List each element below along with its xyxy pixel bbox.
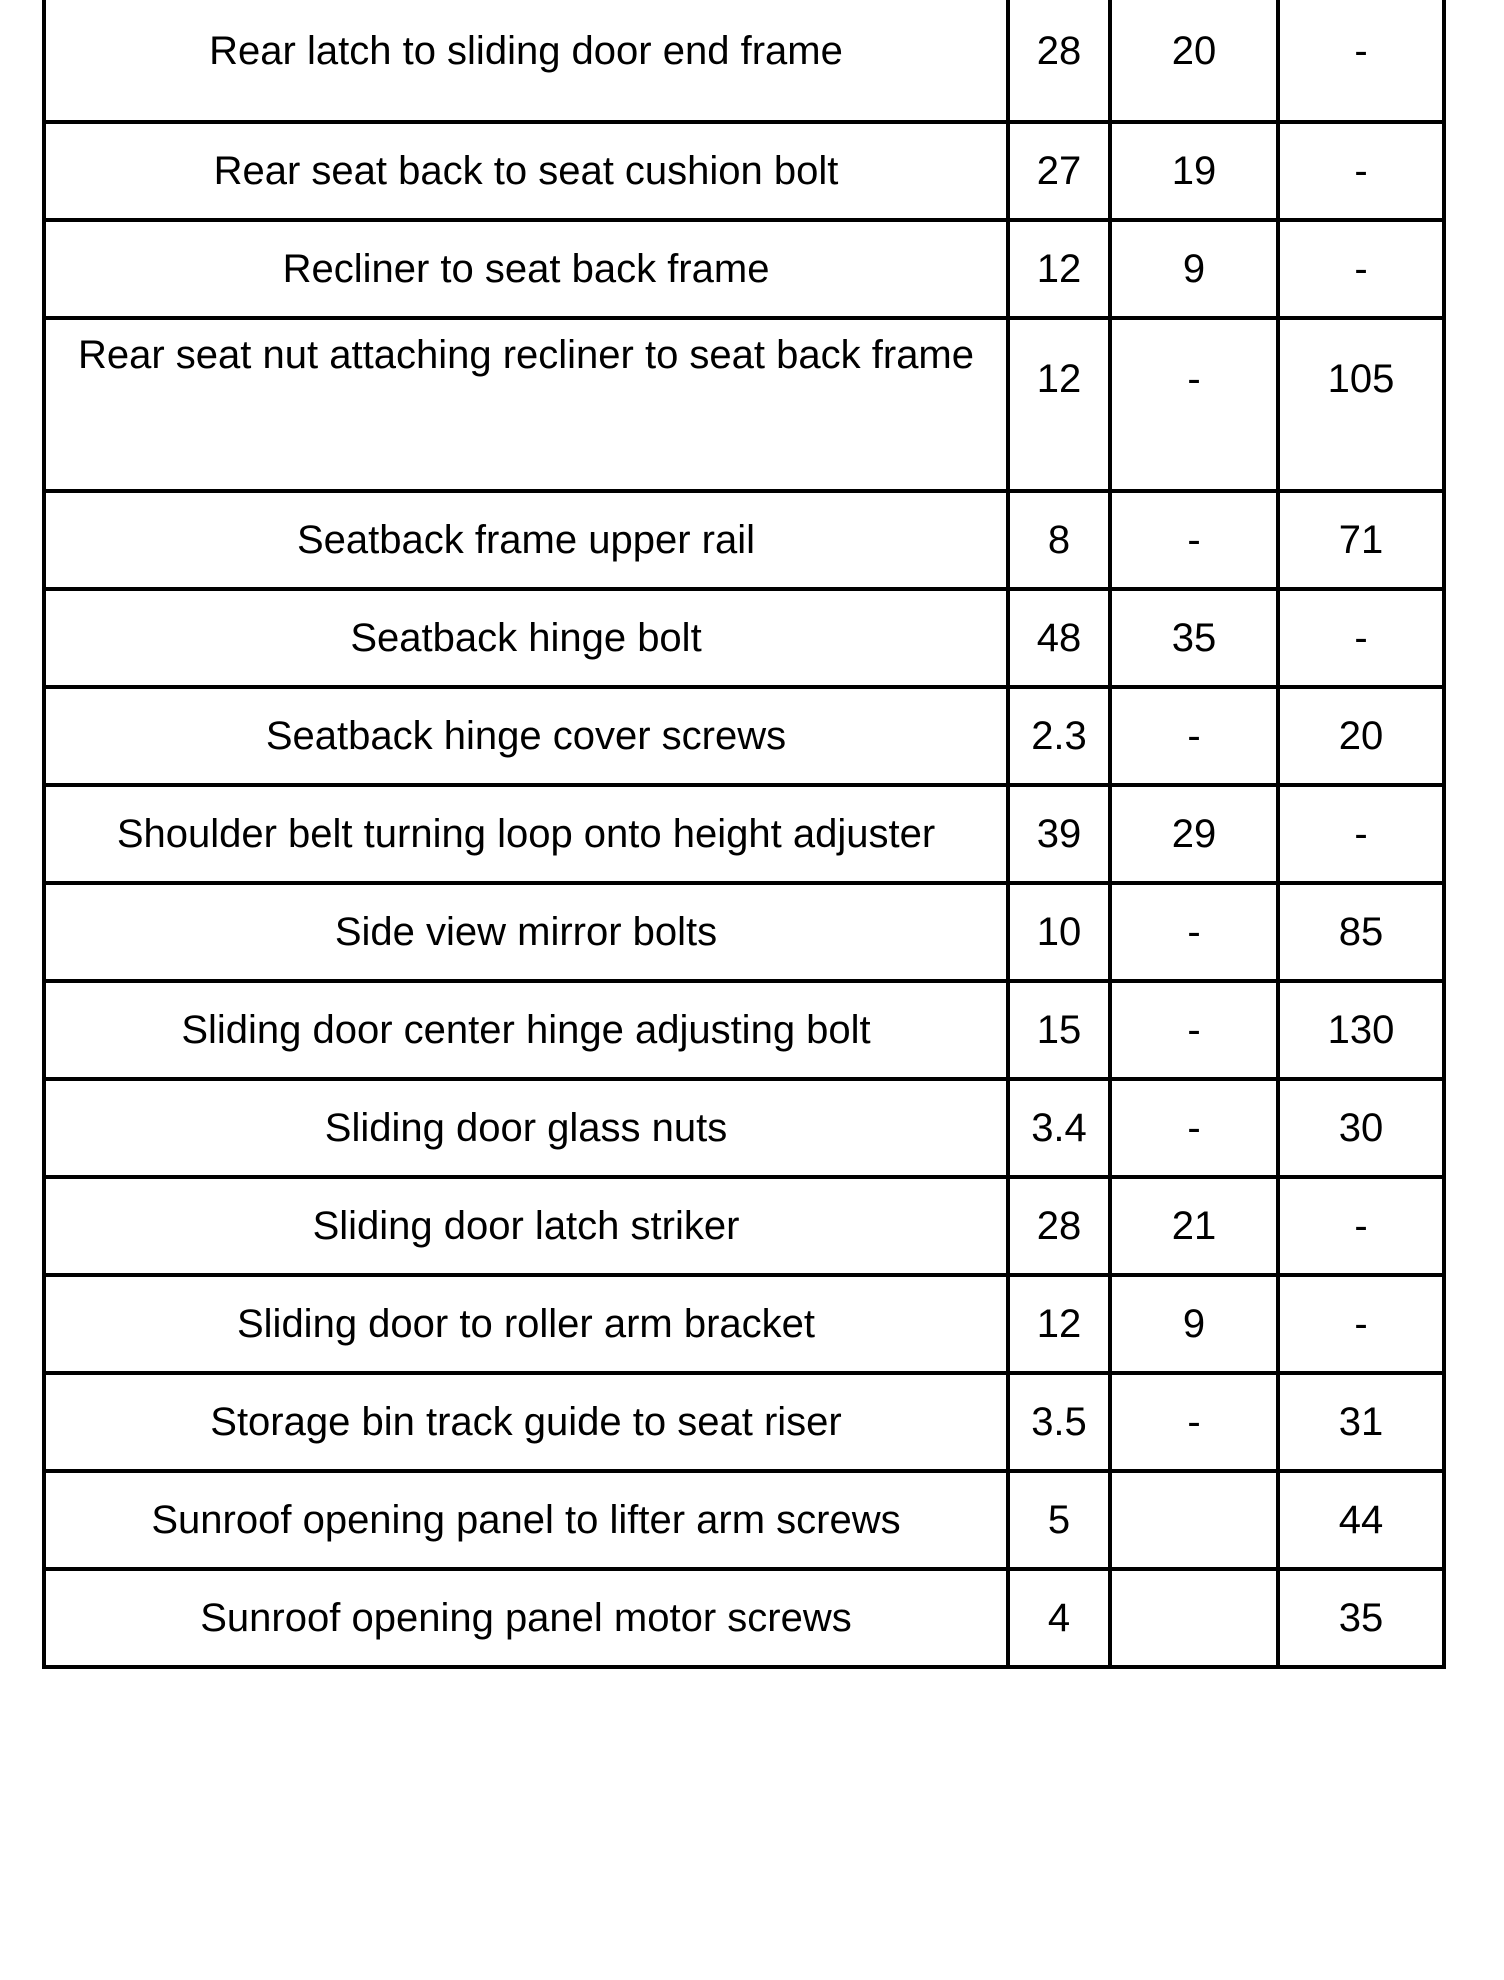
- torque-lb-ft: 35: [1110, 589, 1278, 687]
- fastener-description: Sliding door to roller arm bracket: [44, 1275, 1008, 1373]
- torque-lb-ft: -: [1110, 883, 1278, 981]
- torque-nm: 4: [1008, 1569, 1110, 1667]
- table-row: [44, 220, 1444, 318]
- torque-lb-ft: -: [1110, 981, 1278, 1079]
- fastener-description: Rear seat back to seat cushion bolt: [44, 122, 1008, 220]
- torque-lb-ft: 19: [1110, 122, 1278, 220]
- torque-lb-ft: -: [1110, 1079, 1278, 1177]
- torque-nm: 3.5: [1008, 1373, 1110, 1471]
- torque-lb-in: -: [1278, 1275, 1444, 1373]
- table-row: [44, 1569, 1444, 1667]
- table-row: [44, 1373, 1444, 1471]
- torque-nm: 28: [1008, 1177, 1110, 1275]
- table-row: [44, 687, 1444, 785]
- torque-nm: 12: [1008, 1275, 1110, 1373]
- table-row: [44, 318, 1444, 491]
- fastener-description: Recliner to seat back frame: [44, 220, 1008, 318]
- fastener-description: Sliding door glass nuts: [44, 1079, 1008, 1177]
- torque-lb-in: -: [1278, 220, 1444, 318]
- fastener-description: Sliding door center hinge adjusting bolt: [44, 981, 1008, 1079]
- torque-lb-ft: 29: [1110, 785, 1278, 883]
- torque-lb-ft: [1110, 1569, 1278, 1667]
- torque-lb-in: 35: [1278, 1569, 1444, 1667]
- torque-lb-in: 130: [1278, 981, 1444, 1079]
- torque-nm: 12: [1008, 318, 1110, 491]
- torque-nm: 3.4: [1008, 1079, 1110, 1177]
- torque-lb-ft: 9: [1110, 220, 1278, 318]
- torque-lb-in: -: [1278, 122, 1444, 220]
- torque-lb-in: 71: [1278, 491, 1444, 589]
- torque-nm: 39: [1008, 785, 1110, 883]
- torque-lb-ft: -: [1110, 687, 1278, 785]
- torque-lb-ft: 21: [1110, 1177, 1278, 1275]
- fastener-description: Seatback hinge bolt: [44, 589, 1008, 687]
- fastener-description: Sunroof opening panel motor screws: [44, 1569, 1008, 1667]
- table-row: [44, 491, 1444, 589]
- torque-nm: 10: [1008, 883, 1110, 981]
- table-row: [44, 1275, 1444, 1373]
- table-row: [44, 589, 1444, 687]
- torque-lb-in: 30: [1278, 1079, 1444, 1177]
- torque-nm: 48: [1008, 589, 1110, 687]
- fastener-torque-table: [42, 0, 1446, 1669]
- fastener-description: Seatback hinge cover screws: [44, 687, 1008, 785]
- table-row: [44, 122, 1444, 220]
- torque-lb-in: -: [1278, 0, 1444, 122]
- torque-lb-ft: 20: [1110, 0, 1278, 122]
- torque-lb-in: 31: [1278, 1373, 1444, 1471]
- table-row: [44, 0, 1444, 122]
- table-row: [44, 785, 1444, 883]
- fastener-description: Rear latch to sliding door end frame: [44, 0, 1008, 122]
- table-row: [44, 1177, 1444, 1275]
- torque-lb-ft: -: [1110, 1373, 1278, 1471]
- fastener-description: Shoulder belt turning loop onto height adjuster: [44, 785, 1008, 883]
- torque-lb-in: 20: [1278, 687, 1444, 785]
- torque-nm: 8: [1008, 491, 1110, 589]
- torque-nm: 2.3: [1008, 687, 1110, 785]
- fastener-description: Sunroof opening panel to lifter arm screws: [44, 1471, 1008, 1569]
- torque-lb-in: 44: [1278, 1471, 1444, 1569]
- torque-lb-in: 85: [1278, 883, 1444, 981]
- torque-lb-in: -: [1278, 1177, 1444, 1275]
- fastener-description: Seatback frame upper rail: [44, 491, 1008, 589]
- torque-lb-ft: 9: [1110, 1275, 1278, 1373]
- table-row: [44, 1079, 1444, 1177]
- torque-lb-in: -: [1278, 589, 1444, 687]
- torque-lb-ft: [1110, 1471, 1278, 1569]
- fastener-torque-table-body: [44, 0, 1444, 1667]
- torque-nm: 28: [1008, 0, 1110, 122]
- fastener-description: Sliding door latch striker: [44, 1177, 1008, 1275]
- table-row: [44, 883, 1444, 981]
- torque-nm: 27: [1008, 122, 1110, 220]
- torque-lb-ft: -: [1110, 318, 1278, 491]
- fastener-description: Storage bin track guide to seat riser: [44, 1373, 1008, 1471]
- torque-nm: 5: [1008, 1471, 1110, 1569]
- torque-nm: 12: [1008, 220, 1110, 318]
- torque-lb-in: -: [1278, 785, 1444, 883]
- fastener-description: Rear seat nut attaching recliner to seat back frame: [44, 318, 1008, 491]
- table-row: [44, 1471, 1444, 1569]
- torque-lb-ft: -: [1110, 491, 1278, 589]
- torque-nm: 15: [1008, 981, 1110, 1079]
- torque-lb-in: 105: [1278, 318, 1444, 491]
- fastener-description: Side view mirror bolts: [44, 883, 1008, 981]
- table-row: [44, 981, 1444, 1079]
